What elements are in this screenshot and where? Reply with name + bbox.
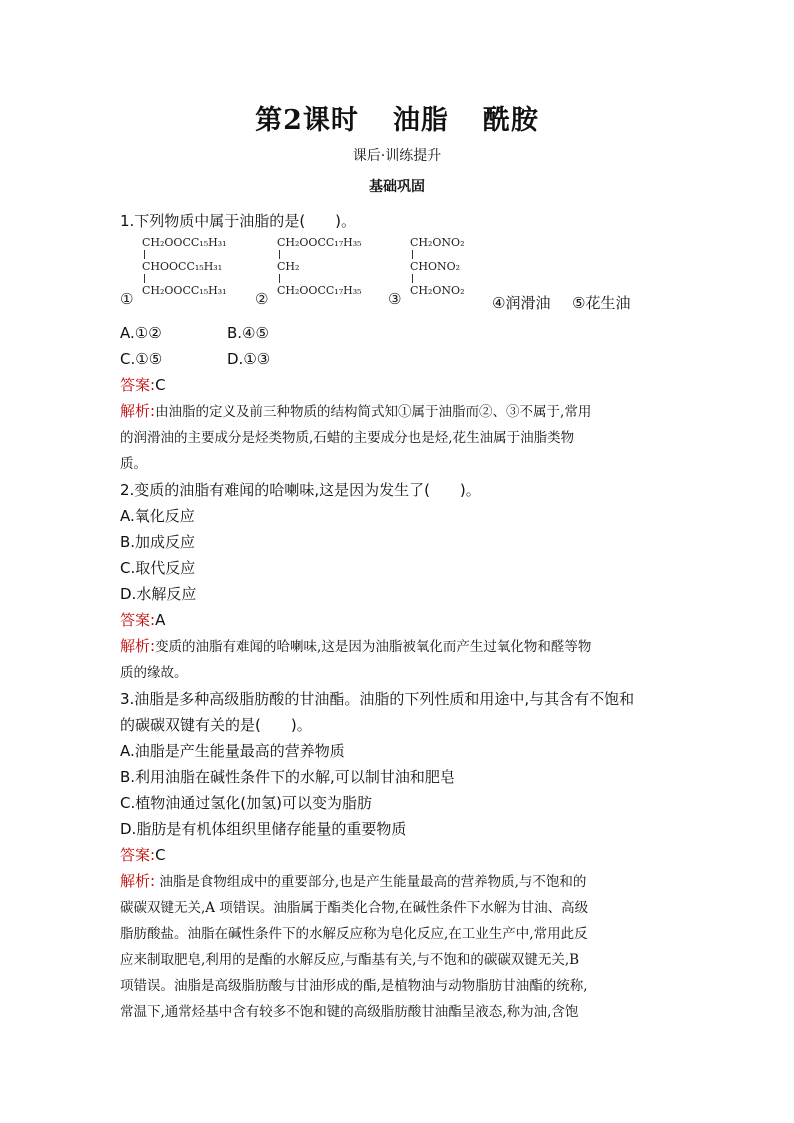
structure-1-number: ① (120, 290, 134, 308)
item-5-peanut-oil: ⑤花生油 (572, 294, 631, 312)
option-a: A.氧化反应 (120, 507, 195, 525)
question-1-options-row-2 (120, 346, 680, 372)
analysis-line: 质。 (120, 456, 147, 472)
question-2-stem: 2.变质的油脂有难闻的哈喇味,这是因为发生了( )。 (120, 481, 481, 499)
item-4-lubricant: ④润滑油 (492, 294, 551, 312)
document-body (120, 208, 680, 1025)
answer-label: 答案: (120, 376, 156, 394)
structure-3-row-1: CH₂ONO₂ (410, 236, 465, 249)
option-b: B.利用油脂在碱性条件下的水解,可以制甘油和肥皂 (120, 768, 455, 786)
question-1-analysis (120, 398, 680, 477)
structure-1-row-3: CH₂OOCC₁₅H₃₁ (142, 284, 227, 297)
structure-formulas (120, 236, 680, 314)
analysis-label: 解析: (120, 872, 156, 890)
option-c: C.植物油通过氢化(加氢)可以变为脂肪 (120, 794, 372, 812)
question-3-analysis (120, 868, 680, 1025)
page-subtitle: 课后·训练提升 (352, 148, 442, 164)
title-topic-1: 油脂 (392, 105, 449, 136)
analysis-line: 应来制取肥皂,利用的是酯的水解反应,与酯基有关,与不饱和的碳碳双键无关,B (120, 952, 580, 968)
title-topic-2: 酰胺 (482, 105, 539, 136)
option-c: C.取代反应 (120, 559, 196, 577)
option-b: B.加成反应 (120, 533, 196, 551)
analysis-line: 脂肪酸盐。油脂在碱性条件下的水解反应称为皂化反应,在工业生产中,常用此反 (120, 926, 588, 942)
answer-value: C (155, 376, 166, 394)
option-c: C.①⑤ (120, 350, 163, 368)
section-heading: 基础巩固 (369, 179, 425, 195)
analysis-line: 常温下,通常烃基中含有较多不饱和键的高级脂肪酸甘油酯呈液态,称为油,含饱 (120, 1004, 579, 1020)
structure-1-row-2: CHOOCC₁₅H₃₁ (142, 260, 223, 273)
page-title (0, 98, 794, 137)
structure-3-row-2: CHONO₂ (410, 260, 461, 273)
analysis-line: 质的缘故。 (120, 665, 188, 681)
analysis-label: 解析: (120, 637, 156, 655)
structure-2-row-2: CH₂ (277, 260, 300, 273)
analysis-line: 项错误。油脂是高级脂肪酸与甘油形成的酯,是植物油与动物脂肪甘油酯的统称, (120, 978, 588, 994)
question-3-stem: 3.油脂是多种高级脂肪酸的甘油酯。油脂的下列性质和用途中,与其含有不饱和 (120, 690, 635, 708)
structure-2-row-3: CH₂OOCC₁₇H₃₅ (277, 284, 362, 297)
analysis-line: 油脂是食物组成中的重要部分,也是产生能量最高的营养物质,与不饱和的 (155, 874, 587, 890)
analysis-line: 变质的油脂有难闻的哈喇味,这是因为油脂被氧化而产生过氧化物和醛等物 (155, 639, 592, 655)
structure-2-row-1: CH₂OOCC₁₇H₃₅ (277, 236, 362, 249)
answer-label: 答案: (120, 846, 156, 864)
structure-2-number: ② (255, 290, 269, 308)
structure-3-number: ③ (388, 290, 402, 308)
analysis-line: 由油脂的定义及前三种物质的结构简式知①属于油脂而②、③不属于,常用 (155, 404, 592, 420)
question-1-options-row-1 (120, 320, 680, 346)
question-3-answer (120, 842, 680, 868)
question-1-stem: 1.下列物质中属于油脂的是( )。 (120, 212, 357, 230)
answer-label: 答案: (120, 611, 156, 629)
option-d: D.水解反应 (120, 585, 197, 603)
analysis-line: 的润滑油的主要成分是烃类物质,石蜡的主要成分也是烃,花生油属于油脂类物 (120, 430, 575, 446)
analysis-label: 解析: (120, 402, 156, 420)
option-b: B.④⑤ (227, 324, 269, 342)
option-a: A.①② (120, 324, 162, 342)
option-d: D.①③ (227, 350, 271, 368)
structure-3-row-3: CH₂ONO₂ (410, 284, 465, 297)
title-lesson: 第2课时 (255, 105, 359, 136)
answer-value: C (155, 846, 166, 864)
question-1-answer (120, 372, 680, 398)
option-d: D.脂肪是有机体组织里储存能量的重要物质 (120, 820, 407, 838)
question-3-stem-cont: 的碳碳双键有关的是( )。 (120, 716, 312, 734)
analysis-line: 碳碳双键无关,A 项错误。油脂属于酯类化合物,在碱性条件下水解为甘油、高级 (120, 900, 589, 916)
question-2-answer (120, 607, 680, 633)
answer-value: A (155, 611, 166, 629)
question-2-analysis (120, 633, 680, 686)
structure-1-row-1: CH₂OOCC₁₅H₃₁ (142, 236, 227, 249)
option-a: A.油脂是产生能量最高的营养物质 (120, 742, 345, 760)
